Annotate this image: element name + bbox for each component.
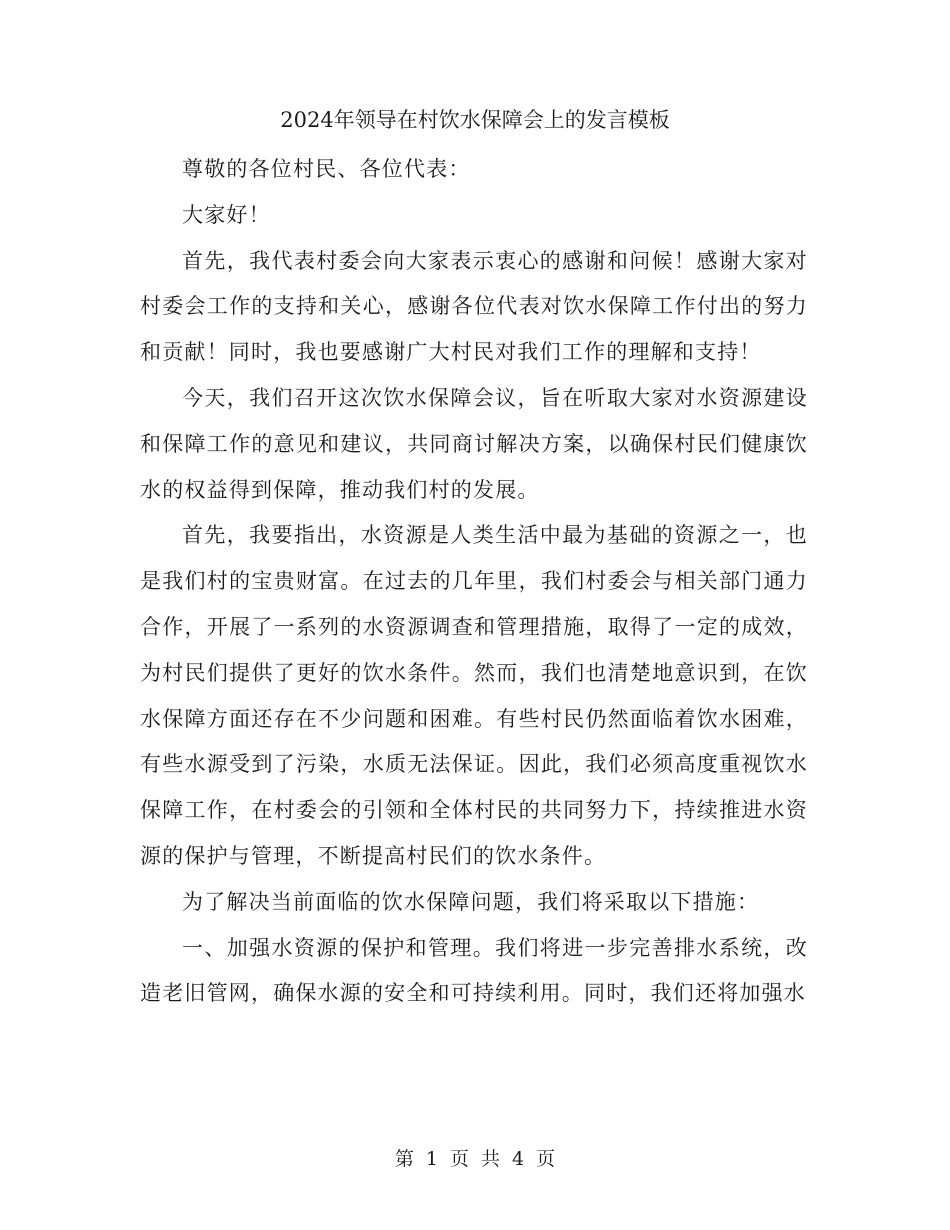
meeting-purpose-paragraph: 今天，我们召开这次饮水保障会议，旨在听取大家对水资源建设和保障工作的意见和建议，共同商讨解决方案，以确保村民们健康饮水的权益得到保障，推动我们村的发展。 <box>140 385 808 502</box>
page-number-footer: 第 1 页 共 4 页 <box>394 1148 556 1170</box>
water-resource-paragraph: 首先，我要指出，水资源是人类生活中最为基础的资源之一，也是我们村的宝贵财富。在过去的几年里，我们村委会与相关部门通力合作，开展了一系列的水资源调查和管理措施，取得了一定的成效，为村民们提供了更好的饮水条件。然而，我们也清楚地意识到，在饮水保障方面还存在不少问题和困难。有些村民仍然面临着饮水困难，有些水源受到了污染，水质无法保证。因此，我们必须高度重视饮水保障工作，在村委会的引领和全体村民的共同努力下，持续推进水资源的保护与管理，不断提高村民们的饮水条件。 <box>140 523 808 868</box>
salutation-paragraph: 尊敬的各位村民、各位代表： <box>182 157 471 181</box>
greeting-paragraph: 大家好！ <box>182 202 271 227</box>
measures-intro-paragraph: 为了解决当前面临的饮水保障问题，我们将采取以下措施： <box>182 889 760 914</box>
document-title: 2024年领导在村饮水保障会上的发言模板 <box>280 108 670 132</box>
thanks-paragraph: 首先，我代表村委会向大家表示衷心的感谢和问候！感谢大家对村委会工作的支持和关心，感谢各位代表对饮水保障工作付出的努力和贡献！同时，我也要感谢广大村民对我们工作的理解和支持！ <box>140 248 808 365</box>
document-body <box>140 147 808 1017</box>
measure-one-paragraph: 一、加强水资源的保护和管理。我们将进一步完善排水系统，改造老旧管网，确保水源的安全和可持续利用。同时，我们还将加强水 <box>140 935 808 1006</box>
